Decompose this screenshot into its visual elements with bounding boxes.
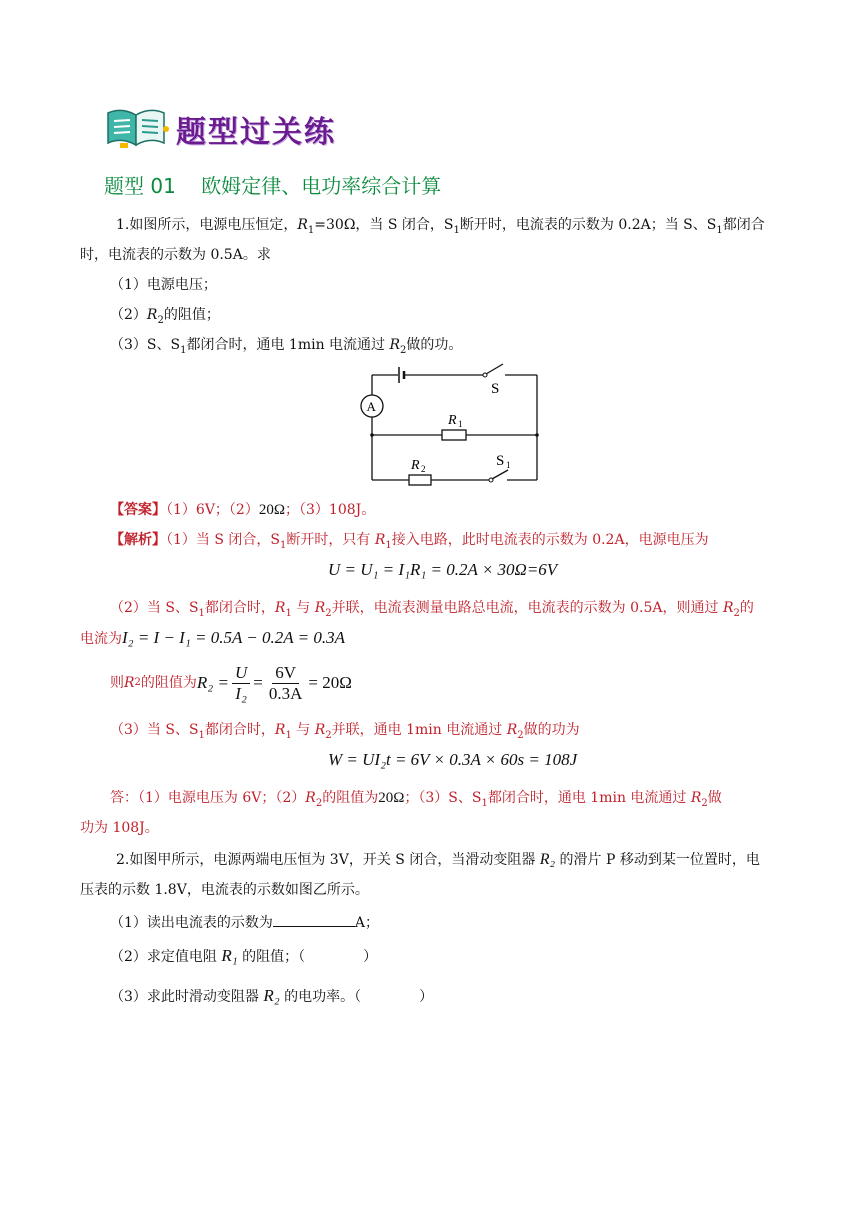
resistor-r1 [442,413,466,440]
svg-text:R: R [448,413,457,428]
analysis-p1: 【解析】（1）当 S 闭合，$S_1$断开时，只有 $R_1$接入电路，此时电流表的示数为 0.2A，电源电压为 [110,532,709,551]
ammeter-symbol [361,395,383,417]
q1-item1: （1）电源电压； [110,277,217,293]
svg-text:A: A [366,399,376,414]
section-title: 题型 01 欧姆定律、电功率综合计算 [104,174,442,198]
fraction-u-over-i2: $\frac{U}{\text{I₂}}$ [232,663,250,704]
analysis-p5: （3）当 S、$S_1$都闭合时，$R_1$ 与 $R_2$并联，通电 1min 电流通过 $R_2$做的功为 [110,722,580,741]
analysis-p6: 答：（1）电源电压为 6V；$(2)R_2$的阻值为20Ω；（3）S、$S_1$都闭合时，通电 1min 电流通过 $R_2$做 [110,790,722,809]
svg-text:1: 1 [506,460,511,470]
q2-line2: 压表的示数 1.8V，电流表的示数如图乙所示。 [80,882,369,898]
svg-text:S: S [496,453,505,469]
switch-s [483,364,503,397]
analysis-p3: 电流为I₂ = I − I₁ = 0.5A − 0.2A = 0.3A [80,628,345,647]
q1-line1: 1.如图所示，电源电压恒定，$R_1=30\Omega$，当 S 闭合，$S_1$断开时，电流表的示数为 0.2A；当 S、$S_1$都闭合 [116,217,765,236]
analysis-p2: （2）当 S、$S_1$都闭合时，$R_1$ 与 $R_2$并联，电流表测量电路总电流，电流表的示数为 0.5A，则通过 $R_2$的 [110,600,754,619]
q2-item2: （2）求定值电阻 R₁ 的阻值；（ ） [110,946,378,965]
q2-line1: 2.如图甲所示，电源两端电压恒为 3V，开关 S 闭合，当滑动变阻器 R₂ 的滑片 P 移动到某一位置时，电 [116,851,760,868]
section-banner [104,104,336,154]
switch-s1 [489,453,511,482]
svg-text:S: S [491,381,500,397]
open-book-icon [104,105,170,153]
q1-item2: $(2)R_2$的阻值； [110,307,220,326]
battery-symbol [399,367,404,383]
analysis-p4: 则 R 2 的阻值为 R₂ = $\frac{U}{\text{I₂}}$ = $\frac{6V}{0.3A}$ = 20Ω [110,662,352,703]
fraction-6v-over-03a: $\frac{6V}{0.3A}$ [268,662,303,703]
analysis-p7: 功为 108J。 [80,820,159,836]
formula-4: W = UI₂t = 6V × 0.3A × 60s = 108J [328,750,578,769]
answer-blank[interactable] [273,912,355,927]
q1-item3: （3）S、$S_1$都闭合时，通电 1min 电流通过 $R_2$做的功。 [110,337,463,356]
formula-3-rhs: = 20Ω [308,673,352,692]
svg-text:R: R [411,458,420,473]
banner-title: 题型过关练 [176,115,336,150]
formula-1: U = U₁ = I₁R₁ = 0.2A × 30Ω=6V [328,560,558,579]
q2-item3: （3）求此时滑动变阻器 R₂ 的电功率。（ ） [110,986,434,1005]
q2-item1: （1）读出电流表的示数为 A； [110,912,379,933]
svg-text:1: 1 [458,419,463,429]
resistor-r2 [409,458,431,485]
answer-line: 【答案】（1）6V；（2）20Ω；（3）108J。 [110,502,376,518]
formula-3-lhs: R₂ = [196,673,229,692]
circuit-diagram [355,360,555,490]
formula-2: I₂ = I − I₁ = 0.5A − 0.2A = 0.3A [122,628,345,647]
svg-text:2: 2 [421,464,426,474]
q1-line2: 时，电流表的示数为 0.5A。求 [80,247,271,263]
